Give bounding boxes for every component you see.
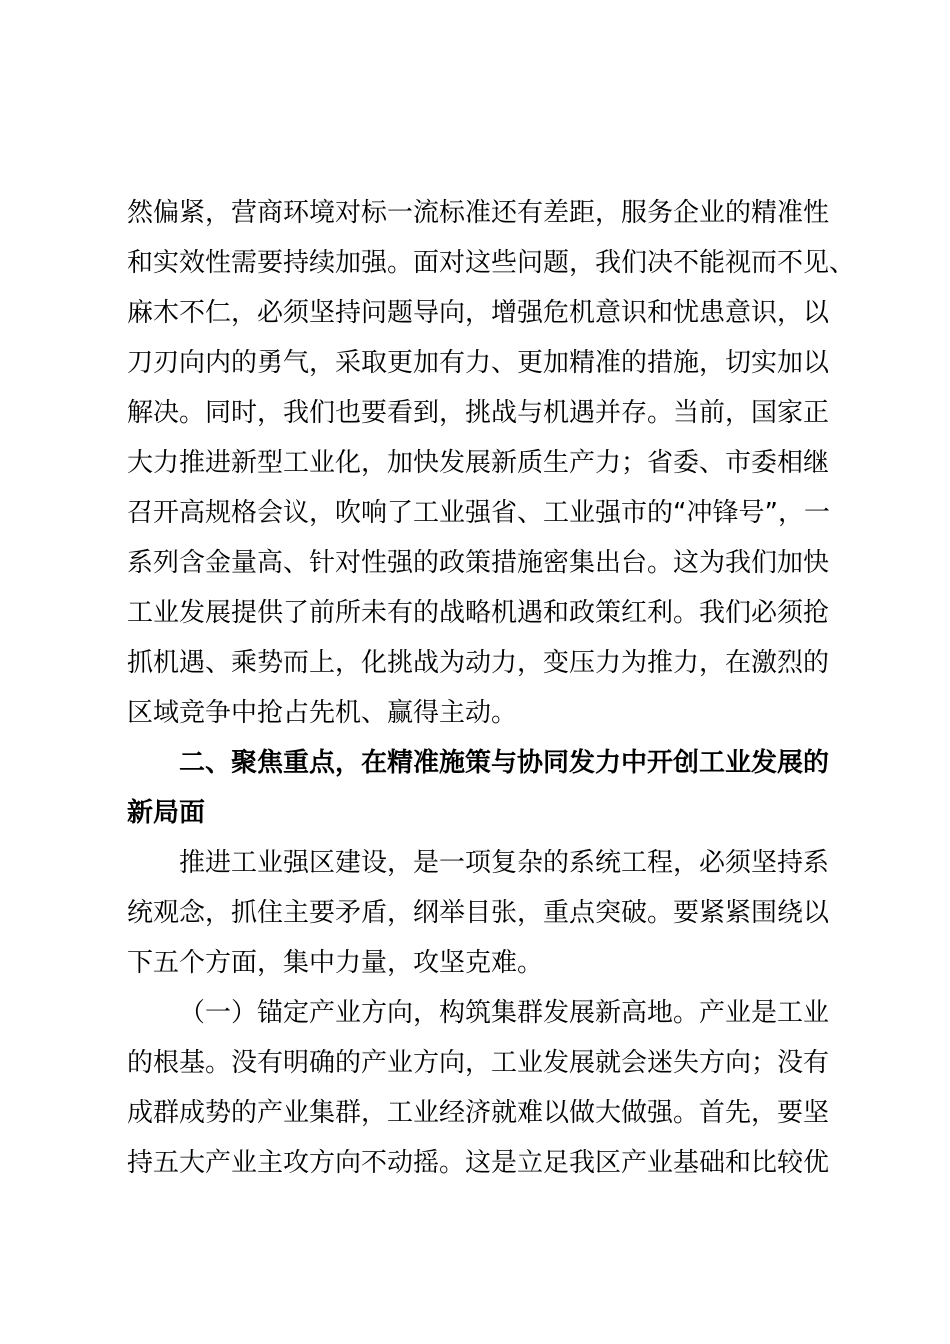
section-heading-line-1: 二、聚焦重点，在精准施策与协同发力中开创工业发展的 [179,748,830,778]
paragraph-1-line-10: 抓机遇、乘势而上，化挑战为动力，变压力为推力，在激烈的 [127,648,830,678]
paragraph-1-line-8: 系列含金量高、针对性强的政策措施密集出台。这为我们加快 [127,548,830,578]
paragraph-2-line-1: 推进工业强区建设，是一项复杂的系统工程，必须坚持系 [179,848,830,878]
paragraph-3-line-2: 的根基。没有明确的产业方向，工业发展就会迷失方向；没有 [127,1048,830,1078]
paragraph-1-line-1: 然偏紧，营商环境对标一流标准还有差距，服务企业的精准性 [127,198,830,228]
paragraph-3-line-1: （一）锚定产业方向，构筑集群发展新高地。产业是工业 [179,998,830,1028]
paragraph-2-line-2: 统观念，抓住主要矛盾，纲举目张，重点突破。要紧紧围绕以 [127,898,830,928]
paragraph-3-line-3: 成群成势的产业集群，工业经济就难以做大做强。首先，要坚 [127,1098,830,1128]
paragraph-1-line-7: 召开高规格会议，吹响了工业强省、工业强市的“冲锋号”，一 [127,498,830,528]
paragraph-1-line-5: 解决。同时，我们也要看到，挑战与机遇并存。当前，国家正 [127,398,830,428]
paragraph-1-line-9: 工业发展提供了前所未有的战略机遇和政策红利。我们必须抢 [127,598,830,628]
paragraph-1-line-3: 麻木不仁，必须坚持问题导向，增强危机意识和忧患意识，以 [127,298,830,328]
paragraph-1-line-2: 和实效性需要持续加强。面对这些问题，我们决不能视而不见、 [127,248,856,278]
paragraph-2-line-3: 下五个方面，集中力量，攻坚克难。 [127,948,544,978]
paragraph-3-line-4: 持五大产业主攻方向不动摇。这是立足我区产业基础和比较优 [127,1148,830,1178]
section-heading-line-2: 新局面 [127,798,206,828]
paragraph-1-line-11: 区域竞争中抢占先机、赢得主动。 [127,698,518,728]
paragraph-1-line-4: 刀刃向内的勇气，采取更加有力、更加精准的措施，切实加以 [127,348,830,378]
paragraph-1-line-6: 大力推进新型工业化，加快发展新质生产力；省委、市委相继 [127,448,830,478]
